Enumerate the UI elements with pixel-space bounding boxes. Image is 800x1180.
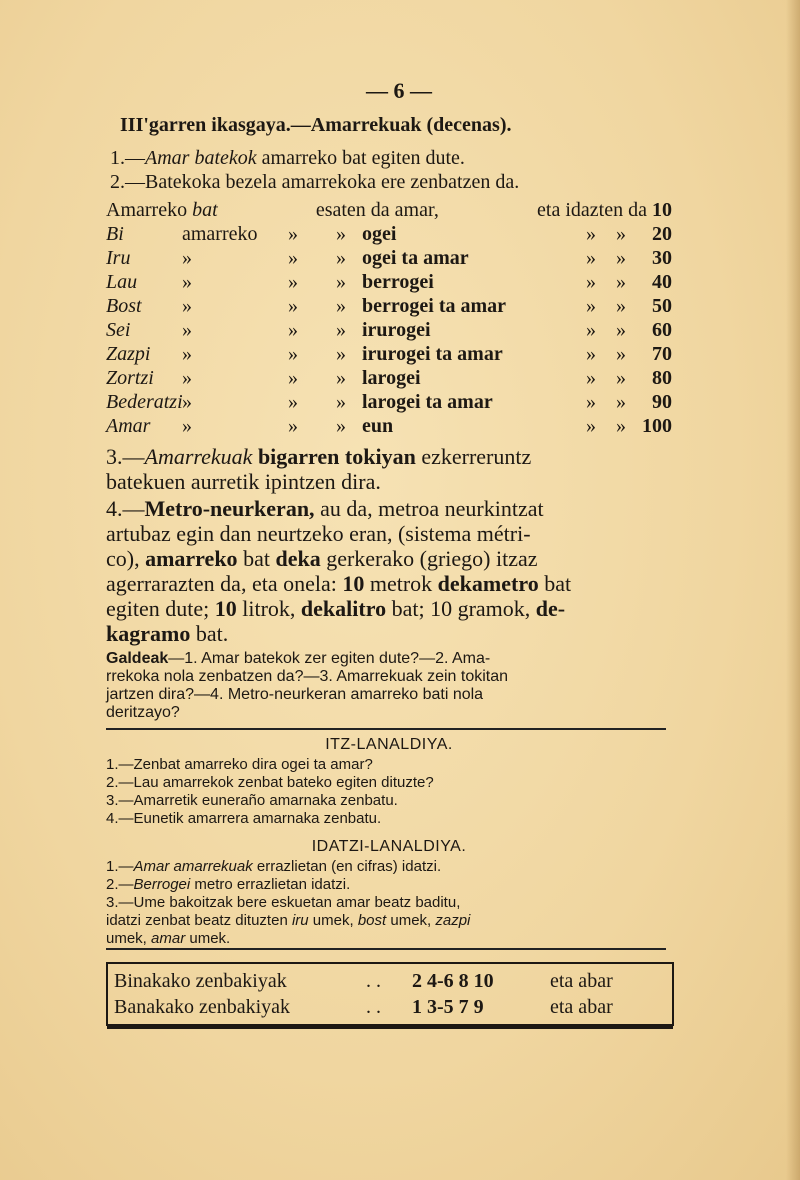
idatzi-2-number: 2.— — [106, 876, 134, 893]
idatzi-1-text: errazlietan (en cifras) idatzi. — [252, 858, 442, 875]
p1-italic: Amar batekok — [145, 147, 257, 169]
questions-label: Galdeak — [106, 650, 169, 667]
row-quote-1: » — [288, 415, 298, 437]
row-number: 40 — [652, 271, 672, 293]
p3-bold: bigarren tokiyan — [257, 444, 416, 469]
p4-text-4a: agerrarazten da, eta onela: — [106, 571, 343, 596]
row-amarreko: » — [182, 319, 192, 341]
row-number: 30 — [652, 247, 672, 269]
row-quote-2: » — [336, 271, 346, 293]
row-quote-1: » — [288, 295, 298, 317]
row-quote-3: » — [586, 391, 596, 413]
box-row-even — [114, 968, 666, 994]
tens-table — [106, 222, 672, 438]
questions-line-4: deritzayo? — [106, 704, 180, 721]
table-row — [106, 318, 672, 342]
row-name: Lau — [106, 271, 138, 293]
row-amarreko: » — [182, 415, 192, 437]
row-word: eun — [362, 415, 394, 437]
table-row — [106, 366, 672, 390]
row-word: irurogei — [362, 319, 431, 341]
row-word: berrogei ta amar — [362, 295, 507, 317]
p4-bold-metro-neurkeran: Metro-neurkeran, — [144, 496, 315, 521]
questions-line-1: —1. Amar batekok zer egiten dute?—2. Ama- — [168, 650, 491, 667]
table-row — [106, 222, 672, 246]
row-quote-1: » — [288, 391, 298, 413]
row-quote-1: » — [288, 271, 298, 293]
paragraph-1 — [110, 146, 672, 170]
p4-text-3a: co), — [106, 546, 146, 571]
itz-item-4: 4.—Eunetik amarrera amarnaka zenbatu. — [106, 810, 382, 827]
p4-bold-de: de- — [535, 596, 566, 621]
p4-text-3c: gerkerako (griego) itzaz — [320, 546, 538, 571]
lesson-heading: III'garren ikasgaya.—Amarrekuak (decenas). — [120, 114, 512, 136]
row-quote-4: » — [616, 367, 626, 389]
p1-number: 1.— — [110, 147, 145, 169]
p4-bold-amarreko: amarreko — [145, 546, 238, 571]
p4-bold-dekalitro: dekalitro — [300, 596, 387, 621]
row-quote-1: » — [288, 367, 298, 389]
row-amarreko: » — [182, 271, 192, 293]
idatzi-2-italic: Berrogei — [133, 876, 191, 893]
p4-text-6: bat. — [190, 621, 229, 646]
row-amarreko: » — [182, 247, 192, 269]
row-quote-4: » — [616, 391, 626, 413]
idatzi-1-italic: Amar amarrekuak — [133, 858, 253, 875]
lead-ten: 10 — [651, 199, 672, 221]
row-word: larogei ta amar — [362, 391, 493, 413]
table-lead-line — [106, 198, 672, 222]
row-quote-2: » — [336, 295, 346, 317]
box-row-odd — [114, 994, 666, 1020]
idatzi-title: IDATZI-LANALDIYA. — [311, 838, 467, 855]
row-name: Amar — [106, 415, 151, 437]
row-quote-1: » — [288, 319, 298, 341]
odd-numbers: 1 3-5 7 9 — [412, 996, 484, 1018]
idatzi-3-d: umek, — [386, 912, 436, 929]
idatzi-3-e: umek, — [106, 930, 152, 947]
paragraph-3 — [106, 444, 672, 494]
even-numbers: 2 4-6 8 10 — [412, 970, 494, 992]
p4-text-5a: egiten dute; — [106, 596, 215, 621]
row-word: berrogei — [362, 271, 434, 293]
row-name: Bost — [106, 295, 142, 317]
p4-bold-deka: deka — [275, 546, 321, 571]
row-name: Bederatzi — [106, 391, 183, 413]
row-name: Bi — [106, 223, 124, 245]
row-name: Iru — [106, 247, 131, 269]
odd-numbers-label: Banakako zenbakiyak — [114, 996, 291, 1018]
p4-text-4c: bat — [538, 571, 572, 596]
p4-bold-dekametro: dekametro — [437, 571, 539, 596]
page-number: — 6 — — [366, 78, 432, 103]
row-quote-3: » — [586, 295, 596, 317]
even-numbers-label: Binakako zenbakiyak — [114, 970, 287, 992]
p3-line-2: batekuen aurretik ipintzen dira. — [106, 469, 381, 494]
questions-block — [106, 650, 672, 722]
row-number: 70 — [652, 343, 672, 365]
row-word: ogei — [362, 223, 397, 245]
itz-item-1: 1.—Zenbat amarreko dira ogei ta amar? — [106, 756, 373, 773]
p4-text-1: au da, metroa neurkintzat — [314, 496, 544, 521]
table-row — [106, 414, 672, 438]
row-quote-1: » — [288, 247, 298, 269]
row-amarreko: » — [182, 391, 192, 413]
idatzi-3-iru: iru — [291, 912, 309, 929]
row-quote-3: » — [586, 367, 596, 389]
row-number: 100 — [642, 415, 672, 437]
even-dots: . . — [366, 970, 381, 992]
row-amarreko: amarreko — [182, 223, 258, 245]
row-name: Sei — [106, 319, 131, 341]
idatzi-2-text: metro errazlietan idatzi. — [190, 876, 351, 893]
row-quote-4: » — [616, 415, 626, 437]
row-name: Zortzi — [106, 367, 154, 389]
odd-eta-abar: eta abar — [550, 996, 613, 1018]
row-name: Zazpi — [106, 343, 151, 365]
row-number: 60 — [652, 319, 672, 341]
row-quote-2: » — [336, 223, 346, 245]
row-quote-4: » — [616, 343, 626, 365]
row-quote-2: » — [336, 247, 346, 269]
p3-italic: Amarrekuak — [144, 444, 253, 469]
questions-line-2: rrekoka nola zenbatzen da?—3. Amarrekuak zein tokitan — [106, 668, 509, 685]
idatzi-3-c: umek, — [308, 912, 358, 929]
row-quote-2: » — [336, 391, 346, 413]
table-row — [106, 294, 672, 318]
row-amarreko: » — [182, 343, 192, 365]
odd-dots: . . — [366, 996, 381, 1018]
table-row — [106, 390, 672, 414]
p4-text-3b: bat — [237, 546, 276, 571]
lead-bat: bat — [192, 199, 218, 221]
row-amarreko: » — [182, 295, 192, 317]
table-row — [106, 246, 672, 270]
p3-text: ezkerreruntz — [415, 444, 532, 469]
idatzi-list — [106, 858, 672, 950]
page-edge-shadow — [786, 0, 800, 1180]
table-row — [106, 342, 672, 366]
row-quote-4: » — [616, 247, 626, 269]
p1-text: amarreko bat egiten dute. — [256, 147, 465, 169]
p3-number: 3.— — [106, 444, 145, 469]
itz-list — [106, 756, 672, 828]
row-number: 80 — [652, 367, 672, 389]
itz-item-2: 2.—Lau amarrekok zenbat bateko egiten dituzte? — [106, 774, 434, 791]
p4-text-5c: bat; 10 gramok, — [386, 596, 536, 621]
row-number: 90 — [652, 391, 672, 413]
idatzi-3-bost: bost — [357, 912, 387, 929]
p4-text-5b: litrok, — [236, 596, 301, 621]
itz-item-3: 3.—Amarretik euneraño amarnaka zenbatu. — [106, 792, 398, 809]
page-content — [106, 78, 672, 1026]
row-quote-4: » — [616, 295, 626, 317]
lead-esaten: esaten da amar, — [315, 199, 439, 221]
p4-number: 4.— — [106, 496, 145, 521]
section-divider — [106, 728, 666, 730]
row-quote-3: » — [586, 415, 596, 437]
idatzi-3-amar: amar — [151, 930, 186, 947]
row-number: 20 — [652, 223, 672, 245]
p4-bold-10a: 10 — [342, 571, 365, 596]
even-eta-abar: eta abar — [550, 970, 613, 992]
p4-bold-kagramo: kagramo — [106, 621, 191, 646]
paragraph-2: 2.—Batekoka bezela amarrekoka ere zenbatzen da. — [110, 171, 520, 193]
row-amarreko: » — [182, 367, 192, 389]
row-number: 50 — [652, 295, 672, 317]
lead-amarreko: Amarreko — [106, 199, 188, 221]
row-word: ogei ta amar — [362, 247, 469, 269]
row-quote-3: » — [586, 271, 596, 293]
table-row — [106, 270, 672, 294]
row-word: irurogei ta amar — [362, 343, 503, 365]
row-quote-3: » — [586, 343, 596, 365]
row-quote-4: » — [616, 271, 626, 293]
row-quote-2: » — [336, 343, 346, 365]
idatzi-3-b: idatzi zenbat beatz dituzten — [106, 912, 292, 929]
p4-text-2: artubaz egin dan neurtzeko eran, (sistema métri- — [106, 521, 531, 546]
p4-bold-10b: 10 — [214, 596, 237, 621]
row-quote-3: » — [586, 223, 596, 245]
p4-text-4b: metrok — [364, 571, 438, 596]
row-quote-3: » — [586, 319, 596, 341]
idatzi-3-zazpi: zazpi — [435, 912, 471, 929]
idatzi-1-number: 1.— — [106, 858, 134, 875]
paragraph-4 — [106, 496, 672, 646]
row-quote-1: » — [288, 343, 298, 365]
row-quote-1: » — [288, 223, 298, 245]
itz-title: ITZ-LANALDIYA. — [325, 736, 453, 753]
row-quote-2: » — [336, 319, 346, 341]
questions-line-3: jartzen dira?—4. Metro-neurkeran amarreko bati nola — [106, 686, 484, 703]
row-word: larogei — [362, 367, 421, 389]
row-quote-4: » — [616, 223, 626, 245]
row-quote-3: » — [586, 247, 596, 269]
idatzi-3-line-1: 3.—Ume bakoitzak bere eskuetan amar beatz baditu, — [106, 894, 461, 911]
row-quote-2: » — [336, 415, 346, 437]
row-quote-4: » — [616, 319, 626, 341]
idatzi-3-f: umek. — [185, 930, 231, 947]
lead-idazten: eta idazten da — [537, 199, 647, 221]
row-quote-2: » — [336, 367, 346, 389]
numbers-box — [106, 962, 674, 1026]
